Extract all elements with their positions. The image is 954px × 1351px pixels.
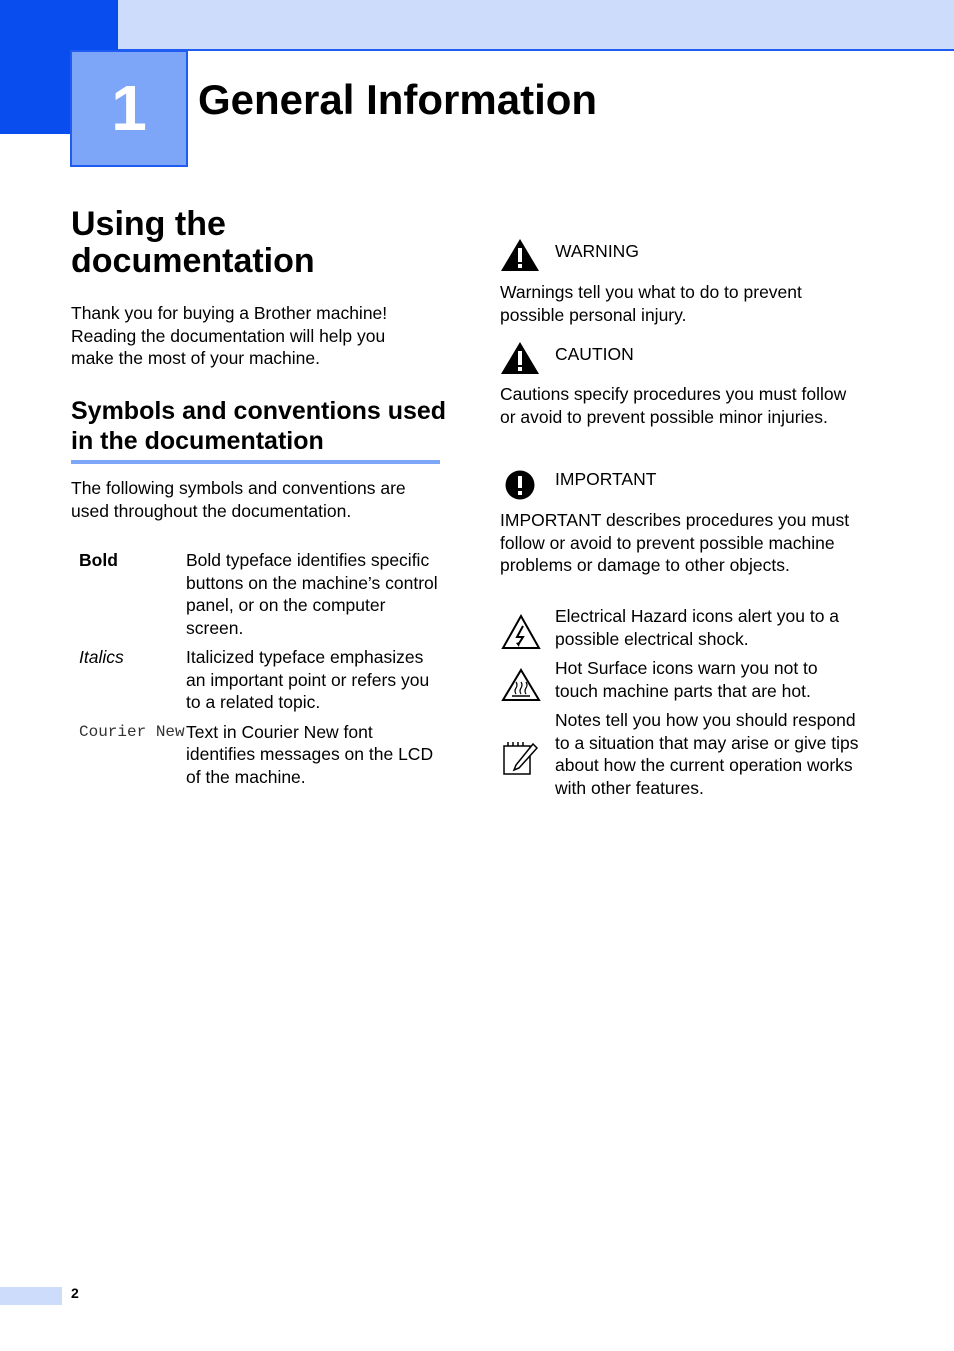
table-row: [71, 646, 441, 721]
conventions-table: [71, 549, 441, 795]
footer-bar: [0, 1287, 62, 1305]
chapter-number: 1: [70, 50, 188, 167]
table-row: [71, 549, 441, 646]
convention-description: Italicized typeface emphasizes an important point or refers you to a related topic.: [186, 647, 430, 712]
caution-text: Cautions specify procedures you must follow or avoid to prevent possible minor injuries.: [500, 384, 847, 427]
convention-description: Text in Courier New font identifies messages on the LCD of the machine.: [186, 721, 434, 787]
page-number: 2: [71, 1285, 79, 1301]
convention-description: Bold typeface identifies specific buttons on the machine’s control panel, or on the computer screen.: [186, 550, 438, 638]
hot-surface-text: Hot Surface icons warn you not to touch machine parts that are hot.: [555, 658, 818, 701]
header-band: [118, 0, 954, 51]
chapter-title: General Information: [198, 76, 598, 123]
subsection-heading: Symbols and conventions used in the documentation: [71, 397, 447, 455]
subsection-underline: [71, 460, 440, 464]
warning-label: WARNING: [555, 241, 639, 261]
electrical-hazard-icon: [501, 614, 541, 650]
subsection-intro: The following symbols and conventions are used throughout the documentation.: [71, 478, 406, 521]
convention-term: Bold: [79, 550, 118, 570]
hot-surface-icon: [501, 668, 541, 702]
note-text: Notes tell you how you should respond to a situation that may arise or give tips about how the current operation works with other features.: [555, 710, 859, 798]
caution-triangle-icon: [500, 341, 540, 375]
note-pencil-icon: [502, 740, 538, 776]
section-intro: Thank you for buying a Brother machine! Reading the documentation will help you make the most of your machine.: [71, 303, 388, 368]
convention-term: Italics: [79, 647, 124, 667]
electrical-hazard-text: Electrical Hazard icons alert you to a possible electrical shock.: [555, 606, 840, 649]
caution-label: CAUTION: [555, 344, 634, 364]
warning-text: Warnings tell you what to do to prevent possible personal injury.: [500, 282, 802, 325]
section-heading: Using the documentation: [71, 205, 315, 280]
important-label: IMPORTANT: [555, 469, 657, 489]
important-exclamation-icon: [505, 470, 535, 500]
warning-triangle-icon: [500, 238, 540, 272]
table-row: [71, 721, 441, 796]
convention-term: Courier New: [79, 722, 185, 741]
important-text: IMPORTANT describes procedures you must follow or avoid to prevent possible machine problems or damage to other objects.: [500, 510, 850, 575]
